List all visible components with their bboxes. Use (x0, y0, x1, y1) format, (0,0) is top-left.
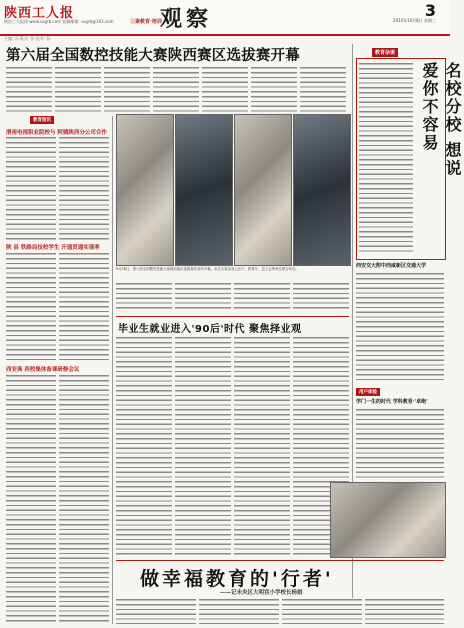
sub-headline: 西安交大附中西咸新区交通大学 (356, 263, 427, 269)
section-tag: 用户体验 (356, 388, 380, 396)
body-text (6, 252, 56, 362)
story-headline: 毕业生就业进入'90后'时代 聚焦择业观 (118, 324, 302, 335)
news-item-title: 陕 县 铁路局技校学生 开通贯通实现率 (6, 245, 100, 251)
column-label: 教育杂谈 (372, 48, 398, 57)
issue-date: 2014年10月8日 星期三 (392, 18, 436, 23)
contact-line: 陕西工人报网 www.sxgrb.com 投稿邮箱: sxgrb@163.com (4, 19, 114, 24)
body-text (116, 336, 172, 556)
section-tag: 教育短讯 (30, 116, 54, 124)
body-text (59, 374, 109, 624)
body-text (6, 136, 56, 240)
body-text (356, 408, 444, 478)
body-text (356, 272, 444, 382)
body-text (175, 336, 231, 556)
photo (293, 114, 351, 266)
divider-rule (116, 560, 444, 561)
editor-banner: 主编: 冯 版式: 张 校对: 孙 (4, 36, 51, 41)
section-subtitle: 三秦教育·培训 (130, 19, 162, 25)
sub-headline: 学门一生的时代 学科教育·'卓绝' (356, 399, 428, 405)
feature-subtitle: ——记未央区大明宫小学校长杨娟 (220, 590, 303, 596)
opinion-title: 名校分校 想说爱你不容易 (420, 62, 462, 178)
photo (175, 114, 233, 266)
masthead (0, 0, 450, 36)
photo (116, 114, 174, 266)
news-item-title: 西安高 西校集体备课研修会议 (6, 367, 80, 373)
divider-rule (116, 316, 349, 317)
body-text (55, 66, 101, 112)
paper-logo: 陕西工人报 (4, 6, 75, 21)
body-text (234, 282, 290, 312)
body-text (59, 136, 109, 240)
main-headline: 第六届全国数控技能大赛陕西赛区选拔赛开幕 (6, 48, 300, 64)
body-text (293, 282, 349, 312)
body-text (153, 66, 199, 112)
body-text (282, 598, 362, 624)
feature-headline: 做幸福教育的'行者' (140, 568, 334, 590)
body-text (6, 66, 52, 112)
body-text (202, 66, 248, 112)
body-text (59, 252, 109, 362)
photo-caption: 9月28日，第六届全国数控技能大赛陕西赛区选拔赛在西安开幕。本次大赛由省人社厅、教育厅、总工会等单位联合举办。 (116, 267, 299, 271)
body-text (359, 62, 413, 254)
body-text (116, 598, 196, 624)
column-divider (112, 116, 113, 624)
body-text (116, 282, 172, 312)
photo (234, 114, 292, 266)
body-text (300, 66, 346, 112)
body-text (175, 282, 231, 312)
body-text (234, 336, 290, 556)
body-text (104, 66, 150, 112)
section-title: 观察 (160, 6, 213, 32)
news-item-title: 渭南电视职业院校与 阿姨陕西分公司合作 (6, 130, 107, 136)
page-number: 3 (424, 1, 436, 20)
body-text (365, 598, 444, 624)
portrait-photo (330, 482, 446, 558)
body-text (199, 598, 279, 624)
body-text (6, 374, 56, 624)
body-text (251, 66, 297, 112)
